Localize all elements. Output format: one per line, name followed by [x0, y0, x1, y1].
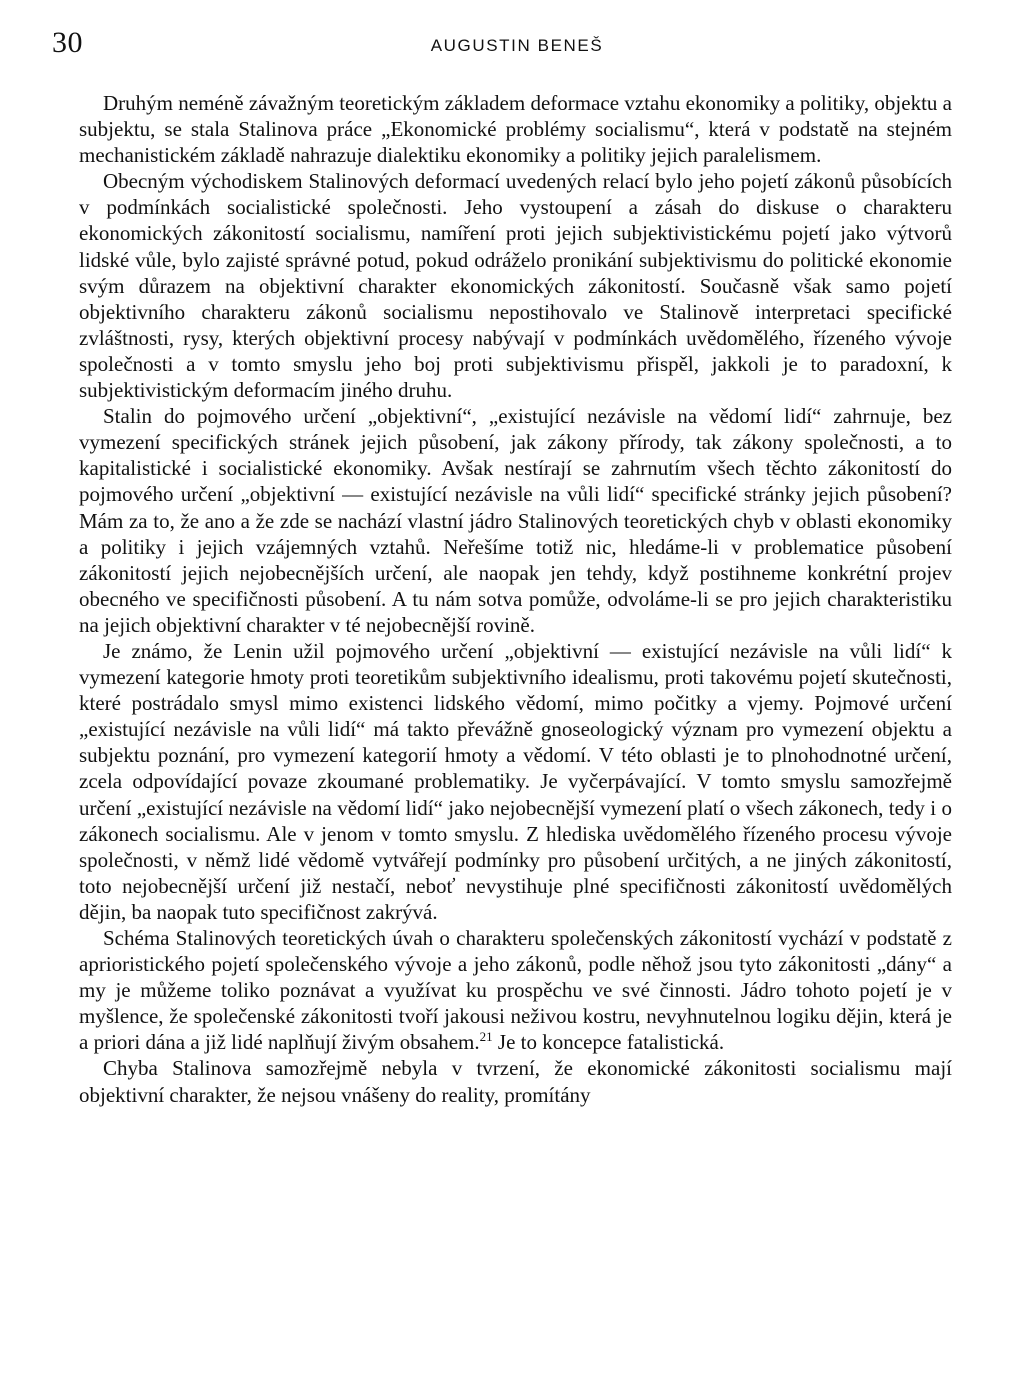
paragraph: Druhým neméně závažným teoretickým základem deformace vztahu ekonomiky a politiky, objektu a subjektu, se stala Stalinova práce „Ekonomické problémy socialismu“, která v podstatě na stejném mechanistickém základě nahrazuje dialektiku ekonomiky a politiky jejich paralelismem.	[79, 91, 952, 168]
paragraph: Obecným východiskem Stalinových deformací uvedených relací bylo jeho pojetí zákonů působících v podmínkách socialistické společnosti. Jeho vystoupení a zásah do diskuse o charakteru ekonomických zákonitostí socialismu, namíření proti jejich subjektivistickému pojetí jako výtvorů lidské vůle, bylo zajisté správné potud, pokud odráželo pronikání subjektivismu do politické ekonomie svým důrazem na objektivní charakter ekonomických zákonitostí. Současně však samo pojetí objektivního charakteru zákonů socialismu nepostihovalo ve Stalinově interpretaci specifické zvláštnosti, rysy, kterých objektivní procesy nabývají v podmínkách uvědomělého, řízeného vývoje společnosti a v tomto smyslu jeho boj proti subjektivismu přispěl, jakkoli je to paradoxní, k subjektivistickým deformacím jiného druhu.	[79, 169, 952, 403]
page-number: 30	[52, 26, 83, 59]
paragraph: Chyba Stalinova samozřejmě nebyla v tvrzení, že ekonomické zákonitosti socialismu mají objektivní charakter, že nejsou vnášeny do reality, promítány	[79, 1056, 952, 1107]
footnote-reference[interactable]: 21	[479, 1029, 493, 1045]
paragraph: Je známo, že Lenin užil pojmového určení „objektivní — existující nezávisle na vůli lidí“ k vymezení kategorie hmoty proti teoretikům subjektivního idealismu, proti takovému pojetí skutečnosti, které postrádalo smysl mimo existenci lidského vědomí, mimo počitky a vjemy. Pojmové určení „existující nezávisle na vůli lidí“ má takto převážně gnoseologický význam pro vymezení objektu a subjektu poznání, pro vymezení kategorií hmoty a vědomí. V této oblasti je to plnohodnotné určení, zcela odpovídající povaze zkoumané problematiky. Je vyčerpávající. V tomto smyslu samozřejmě určení „existující nezávisle na vědomí lidí“ jako nejobecnější vymezení platí o všech zákonech, tedy i o zákonech socialismu. Ale v jenom v tomto smyslu. Z hlediska uvědomělého řízeného procesu vývoje společnosti, v němž lidé vědomě vytvářejí podmínky pro působení určitých, a ne jiných zákonitostí, toto nejobecnější určení již nestačí, neboť nevystihuje plné specifičnosti zákonitostí uvědomělých dějin, ba naopak tuto specifičnost zakrývá.	[79, 638, 952, 924]
paragraph-text: Schéma Stalinových teoretických úvah o charakteru společenských zákonitostí vychází v podstatě z aprioristického pojetí společenského vývoje a jeho zákonů, podle něhož jsou tyto zákonitosti „dány“ a my je můžeme toliko poznávat a využívat ku prospěchu ve své činnosti. Jádro tohoto pojetí je v myšlence, že společenské zákonitosti tvoří jakousi neživou kostru, nevyhnutelnou logiku dějin, která je a priori dána a již lidé naplňují živým obsahem.	[79, 926, 952, 1055]
paragraph: Stalin do pojmového určení „objektivní“, „existující nezávisle na vědomí lidí“ zahrnuje, bez vymezení specifických stránek jejich působení, jak zákony přírody, tak zákony společnosti, a to kapitalistické i socialistické ekonomiky. Avšak nestírají se zahrnutím všech těchto zákonitostí do pojmového určení „objektivní — existující nezávisle na vůli lidí“ specifické stránky jejich působení? Mám za to, že ano a že zde se nachází vlastní jádro Stalinových teoretických chyb v oblasti ekonomiky a politiky i jejich vzájemných vztahů. Neřešíme totiž nic, hledáme-li v problematice působení zákonitostí jejich nejobecnějších určení, ale naopak jen tehdy, když postihneme konkrétní projev obecného ve specifičnosti působení. A tu nám sotva pomůže, odvoláme-li se pro jejich charakteristiku na jejich objektivní charakter v té nejobecnější rovině.	[79, 404, 952, 637]
running-head: AUGUSTIN BENEŠ	[430, 36, 604, 55]
body-text	[79, 90, 952, 1108]
page-header	[52, 26, 982, 66]
paragraph	[79, 925, 952, 1055]
paragraph-tail: Je to koncepce fatalistická.	[492, 1030, 725, 1055]
